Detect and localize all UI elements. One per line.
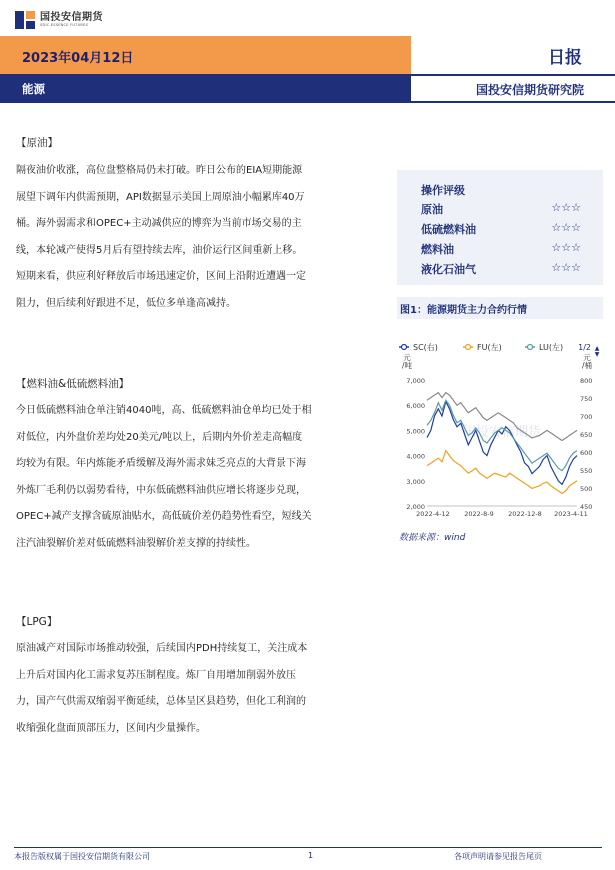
rating-stars: ☆☆☆ (551, 261, 581, 274)
series-line (427, 451, 577, 494)
body-line: 收缩强化盘面顶部压力，区间内少量操作。 (16, 722, 206, 734)
section-body-crude (16, 158, 378, 317)
section-body-fuel-oil (16, 398, 378, 557)
right-tick-label: 500 (580, 485, 593, 493)
legend-up-icon: ▲ (594, 345, 600, 352)
rating-name: 液化石油气 (421, 263, 476, 276)
body-line: 外炼厂毛利仍以弱势看待，中东低硫燃料油供应增长将逐步兑现， (16, 484, 306, 496)
right-tick-label: 650 (580, 431, 593, 439)
logo-english: SDIC ESSENCE FUTURES (40, 22, 89, 27)
figure-title: 图1：能源期货主力合约行情 (400, 305, 527, 316)
company-logo (14, 8, 114, 32)
legend-down-icon: ▼ (594, 351, 600, 358)
body-line: 短期来看，供应利好释放后市场迅速定价，区间上沿附近遭遇一定 (16, 271, 306, 282)
rating-stars: ☆☆☆ (551, 201, 581, 214)
body-line: 注汽油裂解价差对低硫燃料油裂解价差支撑的持续性。 (16, 537, 256, 549)
body-line: 展望下调年内供需预期，API数据显示美国上周原油小幅累库40万 (16, 191, 305, 203)
body-line: 阻力，但后续利好跟进不足，低位多单逢高减持。 (16, 297, 236, 309)
section-title-crude: 【原油】 (16, 137, 58, 149)
footer-rule (14, 847, 602, 848)
chart-watermark: 国投安信期货 (462, 425, 542, 440)
section-title-lpg: 【LPG】 (16, 616, 58, 628)
left-unit-label: 元 (403, 353, 411, 362)
logo-mark-icon (14, 9, 36, 31)
right-unit-label: 元 (583, 353, 591, 362)
rating-title: 操作评级 (421, 184, 465, 197)
body-line: 今日低硫燃料油仓单注销4040吨，高、低硫燃料油仓单均已处于相 (16, 405, 312, 416)
right-tick-label: 450 (580, 503, 593, 511)
right-tick-label: 750 (580, 395, 593, 403)
rating-row-crude (421, 201, 581, 221)
body-line: 上升后对国内化工需求复苏压制程度。炼厂自用增加削弱外放压 (16, 669, 296, 681)
doc-type: 日报 (548, 48, 582, 68)
section-body-lpg (16, 636, 378, 742)
institute-name: 国投安信期货研究院 (476, 83, 585, 97)
left-unit-label: /吨 (401, 361, 413, 370)
body-line: 力，国产气供需双缩弱平衡延续，总体呈区县趋势，但化工利润的 (16, 696, 306, 707)
right-unit-label: /桶 (581, 361, 593, 370)
x-tick-label: 2022-8-9 (464, 510, 494, 518)
body-line: OPEC+减产支撑含硫原油贴水，高低硫价差仍趋势性看空，短线关 (16, 511, 312, 522)
body-line: 线，本轮减产使得5月后有望持续去库，油价运行区间重新上移。 (16, 244, 303, 256)
data-source: 数据来源：wind (399, 533, 466, 543)
x-tick-label: 2022-12-8 (508, 510, 542, 518)
right-tick-label: 700 (580, 413, 593, 421)
right-tick-label: 550 (580, 467, 593, 475)
rating-name: 原油 (421, 203, 443, 216)
body-line: 隔夜油价收涨，高位盘整格局仍未打破。昨日公布的EIA短期能源 (16, 165, 303, 176)
legend-label: LU(左) (539, 343, 564, 352)
legend-marker (528, 345, 533, 350)
body-line: 桶。海外弱需求和OPEC+主动减供应的博弈为当前市场交易的主 (16, 218, 302, 229)
legend-marker (466, 345, 471, 350)
report-date: 2023年04月12日 (22, 51, 134, 66)
body-line: 均较为有限。年内炼能矛盾缓解及海外需求妹乏亮点的大背景下海 (16, 458, 306, 469)
rating-row-fuel-oil (421, 241, 581, 261)
page-number: 1 (308, 851, 314, 860)
logo-name: 国投安信期货 (40, 11, 103, 23)
body-line: 原油减产对国际市场推动较强，后续国内PDH持续复工，关注成本 (16, 643, 308, 654)
legend-page: 1/2 (578, 343, 591, 352)
left-tick-label: 3,000 (406, 477, 425, 486)
x-tick-label: 2023-4-11 (554, 510, 588, 518)
rating-name: 低硫燃料油 (421, 223, 476, 236)
legend-label: SC(右) (413, 343, 438, 352)
left-tick-label: 4,000 (406, 452, 425, 461)
rating-row-lpg (421, 261, 581, 281)
rating-stars: ☆☆☆ (551, 221, 581, 234)
x-tick-label: 2022-4-12 (416, 510, 450, 518)
left-tick-label: 7,000 (406, 377, 425, 385)
body-line: 对低位，内外盘价差均处20美元/吨以上，后期内外价差走高幅度 (16, 431, 303, 443)
rating-name: 燃料油 (421, 243, 454, 256)
legend-label: FU(左) (477, 343, 502, 352)
section-title-fuel-oil: 【燃料油&低硫燃料油】 (16, 378, 130, 390)
right-tick-label: 800 (580, 377, 593, 385)
footer-copyright: 本报告版权属于国投安信期货有限公司 (14, 852, 150, 861)
series-line (427, 402, 577, 485)
rating-stars: ☆☆☆ (551, 241, 581, 254)
footer-disclaimer: 各项声明请参见报告尾页 (454, 852, 542, 861)
left-tick-label: 6,000 (406, 402, 425, 411)
sector-label: 能源 (22, 82, 45, 96)
left-tick-label: 5,000 (406, 427, 425, 436)
energy-futures-chart (393, 336, 605, 524)
legend-marker (402, 345, 407, 350)
left-tick-label: 2,000 (406, 503, 425, 511)
right-tick-label: 600 (580, 449, 593, 457)
header-blue-bar (0, 76, 411, 101)
rating-row-lsfo (421, 221, 581, 241)
header-rule-bottom (0, 101, 615, 103)
